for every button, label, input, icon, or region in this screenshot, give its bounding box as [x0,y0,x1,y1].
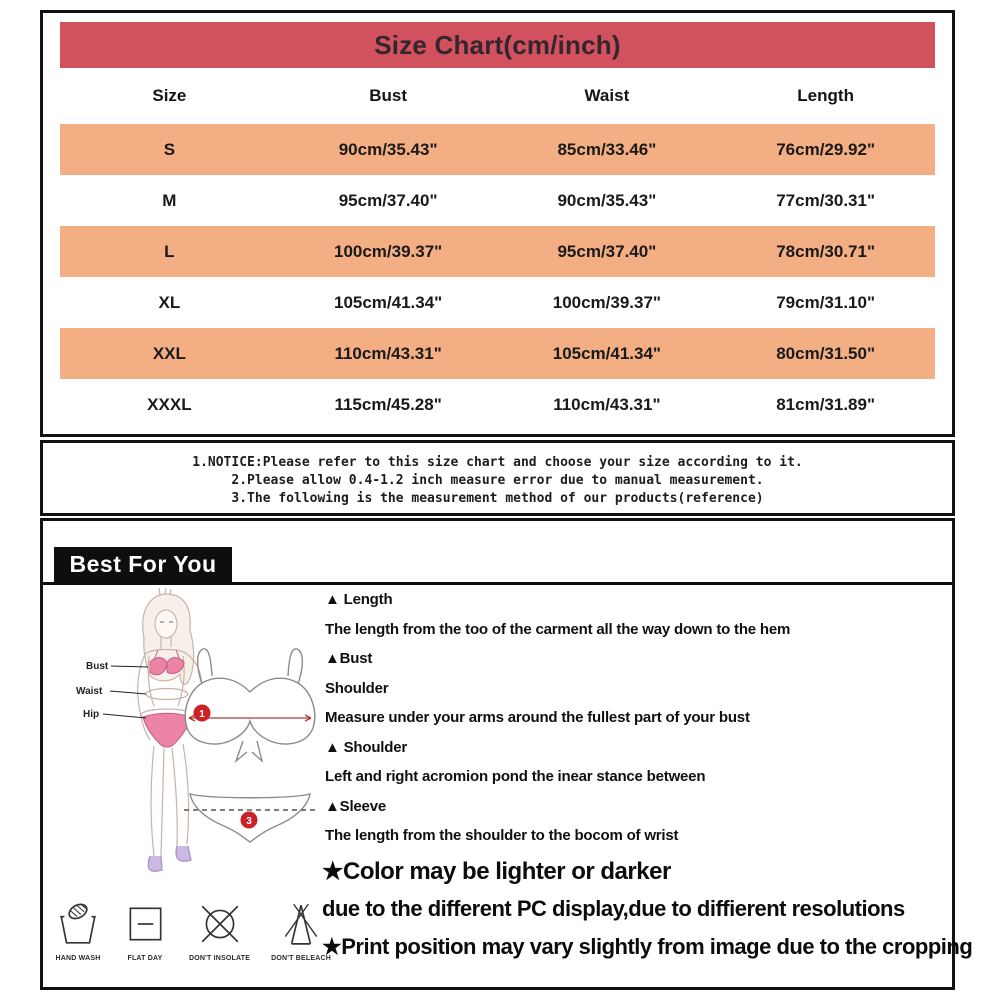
measurement-illustration [50,588,320,888]
disclaimer-notes [322,852,973,966]
notice-section [40,440,955,516]
note-line: ★Color may be lighter or darker [322,857,671,885]
table-row [60,379,935,430]
cell-length: 78cm/30.71" [776,241,876,261]
cell-size: XXXL [147,394,192,414]
table-header-row [60,68,935,124]
note-line: ★Print position may vary slightly from image due to the cropping [322,934,973,959]
bikini-on-figure [143,650,191,747]
figure-sketch-image [50,588,320,888]
measure-line: ▲Bust [325,650,373,668]
table-row [60,277,935,328]
hand-wash-icon [55,901,101,947]
cell-bust: 105cm/41.34" [333,292,443,312]
col-header-length: Length [797,86,854,105]
col-header-waist: Waist [584,86,630,105]
cell-waist: 105cm/41.34" [552,343,661,363]
cell-waist: 95cm/37.40" [557,241,657,261]
measure-instructions [325,585,950,851]
care-label: FLAT DAY [127,955,163,962]
measure-line: Shoulder [325,679,389,697]
cell-length: 77cm/30.31" [776,190,876,210]
measure-line: ▲ Length [325,591,393,609]
care-item-hand-wash [55,901,101,962]
dont-insolate-icon [197,901,243,947]
care-label: HAND WASH [55,955,101,962]
cell-size: M [162,190,177,210]
bikini-top-diagram [185,649,314,761]
cell-waist: 90cm/35.43" [557,190,657,210]
cell-bust: 95cm/37.40" [338,190,438,210]
bust-label: Bust [86,661,109,672]
note-line: due to the different PC display,due to diffierent resolutions [322,896,905,921]
best-for-you-title: Best For You [69,551,217,577]
care-item-flat-day [122,901,168,962]
care-item-dont-insolate [189,901,250,962]
col-header-bust: Bust [369,86,408,105]
notice-line: 2.Please allow 0.4-1.2 inch measure error due to manual measurement. [231,473,764,488]
care-label: DON'T INSOLATE [189,955,251,962]
table-row [60,175,935,226]
cell-size: XXL [152,343,186,363]
cell-length: 80cm/31.50" [776,343,876,363]
table-row [60,328,935,379]
best-for-you-section [40,518,973,990]
table-row [60,226,935,277]
size-chart-title: Size Chart(cm/inch) [374,29,621,60]
cell-waist: 110cm/43.31" [553,394,661,414]
measure-line: The length from the too of the carment all the way down to the hem [325,620,791,638]
hip-label: Hip [83,709,100,720]
care-label: DON'T BELEACH [271,955,331,962]
measure-line: ▲Sleeve [325,797,386,815]
size-chart-section [40,10,955,437]
care-icons-row [55,901,331,962]
flat-day-icon [122,901,168,947]
waist-label: Waist [76,686,103,697]
cell-size: L [164,241,175,261]
cell-waist: 85cm/33.46" [557,139,657,159]
cell-length: 76cm/29.92" [776,139,876,159]
measure-line: Left and right acromion pond the inear stance between [325,768,706,786]
notice-line: 1.NOTICE:Please refer to this size chart and choose your size according to it. [192,455,803,470]
best-for-you-banner [54,547,232,582]
measure-line: The length from the shoulder to the bocom of wrist [325,827,679,845]
cell-waist: 100cm/39.37" [552,292,661,312]
table-row [60,124,935,175]
care-item-dont-beleach [271,901,331,962]
cell-size: XL [158,292,181,312]
notice-line: 3.The following is the measurement method of our products(reference) [231,491,764,506]
cell-length: 79cm/31.10" [776,292,876,312]
cell-bust: 110cm/43.31" [334,343,442,363]
dont-beleach-icon [278,901,324,947]
marker-3-number: 3 [246,816,252,827]
cell-length: 81cm/31.89" [776,394,876,414]
measure-line: ▲ Shoulder [325,738,408,756]
cell-size: S [163,139,176,159]
marker-1-number: 1 [199,709,205,720]
cell-bust: 115cm/45.28" [334,394,442,414]
cell-bust: 90cm/35.43" [338,139,438,159]
cell-bust: 100cm/39.37" [333,241,443,261]
size-chart-banner [60,22,935,68]
measure-line: Measure under your arms around the fullest part of your bust [325,709,750,727]
col-header-size: Size [152,86,187,105]
